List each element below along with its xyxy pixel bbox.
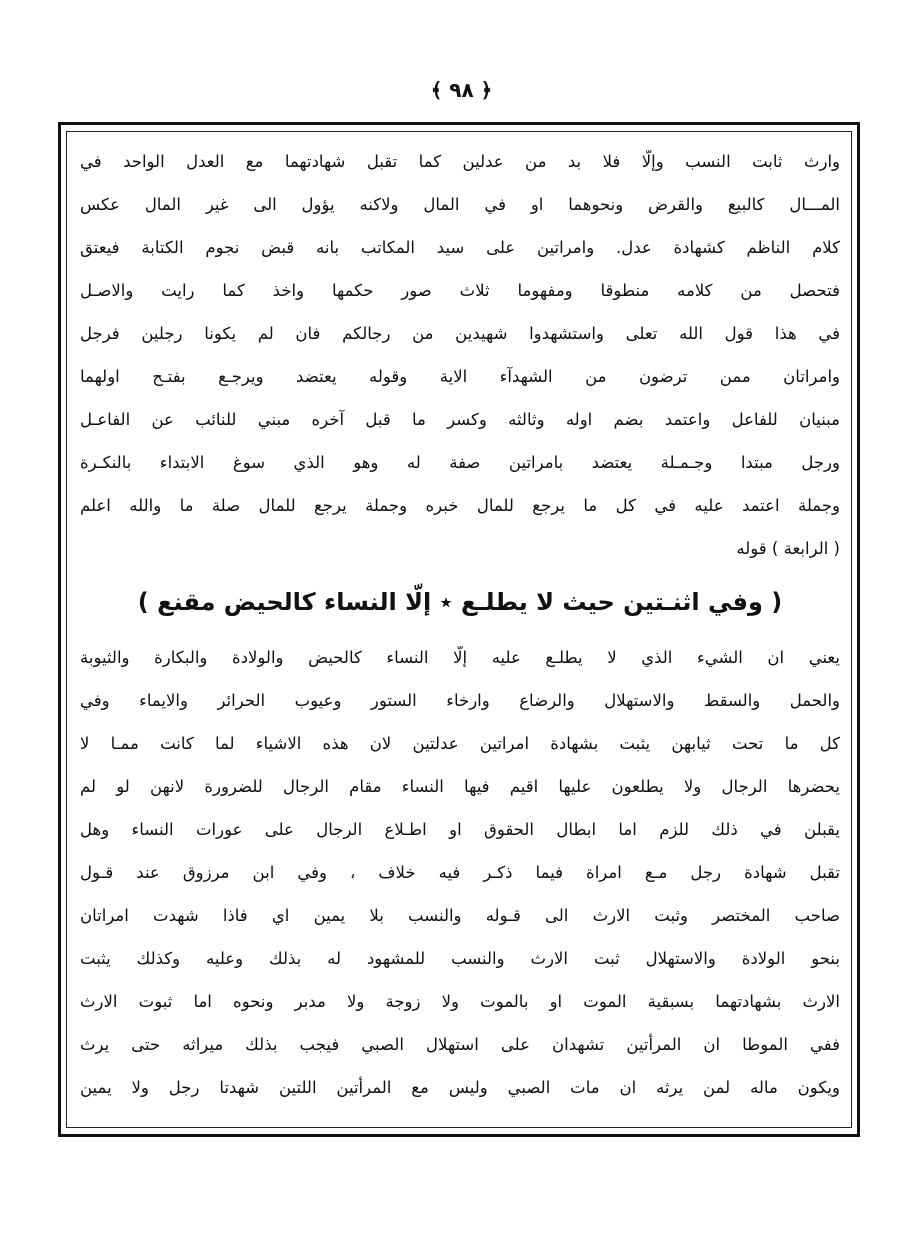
text-line: كلام الناظم كشهادة عدل. وامراتين على سيد المكاتب بانه قبض نجوم الكتابة فيعتق	[80, 238, 840, 257]
text-line: والحمل والسقط والاستهلال والرضاع وارخاء الستور وعيوب الحرائر والايماء وفي	[80, 691, 840, 710]
text-line: صاحب المختصر وثبت الارث الى قـوله والنسب بلا يمين اي فاذا شهدت امراتان	[80, 906, 840, 925]
text-line: بنحو الولادة والاستهلال ثبت الارث والنسب للمشهود له بذلك وعليه وكذلك يثبت	[80, 949, 840, 968]
text-line: المـــال كالبيع والقرض ونحوهما او في المال ولاكنه يؤول الى غير المال عكس	[80, 195, 840, 214]
verse-heading: ( وفي اثنـتين حيث لا يطلـع ٭ إلّا النساء كالحيض مقنع )	[137, 588, 783, 616]
text-line: مبنيان للفاعل واعتمد بضم اوله وثالثه وكسر ما قبل آخره مبني للنائب عن الفاعـل	[80, 410, 840, 429]
text-line: وامراتان ممن ترضون من الشهدآء الاية وقوله يعتضد ويرجـع بفتـح اولهما	[80, 367, 840, 386]
text-line: كل ما تحت ثيابهن يثبت بشهادة امراتين عدلتين لان هذه الاشياء لما كانت ممـا لا	[80, 734, 840, 753]
text-line: يحضرها الرجال ولا يطلعون عليها اقيم فيها النساء مقام الرجال للضرورة لانهن لو لم	[80, 777, 840, 796]
text-line: وجملة اعتمد عليه في كل ما يرجع للمال خبره وجملة يرجع للمال صلة ما والله اعلم	[80, 496, 840, 515]
text-line: ويكون ماله لمن يرثه ان مات الصبي وليس مع المرأتين اللتين شهدتا رجل ولا يمين	[80, 1078, 840, 1097]
page-number: ﴿ ٩٨ ﴾	[430, 78, 493, 102]
text-line: يعني ان الشيء الذي لا يطلـع عليه إلّا النساء كالحيض والولادة والبكارة والثيوبة	[80, 648, 840, 667]
text-line: وارث ثابت النسب وإلّا فلا بد من عدلين كما تقبل شهادتهما مع العدل الواحد في	[80, 152, 840, 171]
text-line: الارث بشهادتهما بسبقية الموت او بالموت ولا زوجة ولا مدبر ونحوه اما ثبوت الارث	[80, 992, 840, 1011]
text-line: ورجل مبتدا وجـمـلة يعتضد بامراتين صفة له وهو الذي سوغ الابتداء بالنكـرة	[80, 453, 840, 472]
text-line: فتحصل من كلامه منطوقا ومفهوما ثلاث صور حكمها واخذ كما رايت والاصـل	[80, 281, 840, 300]
text-line: ففي الموطا ان المرأتين تشهدان على استهلال الصبي فيجب بذلك ميراثه حتى يرث	[80, 1035, 840, 1054]
text-line: تقبل شهادة رجل مـع امراة فيما ذكـر فيه خلاف ، وفي ابن مرزوق عند قـول	[80, 863, 840, 882]
text-line: يقبلن في ذلك للزم اما ابطال الحقوق او اطـلاع الرجال على عورات النساء وهل	[80, 820, 840, 839]
text-line: في هذا قول الله تعلى واستشهدوا شهيدين من رجالكم فان لم يكونا رجلين فرجل	[80, 324, 840, 343]
text-line: ( الرابعة ) قوله	[736, 539, 840, 558]
